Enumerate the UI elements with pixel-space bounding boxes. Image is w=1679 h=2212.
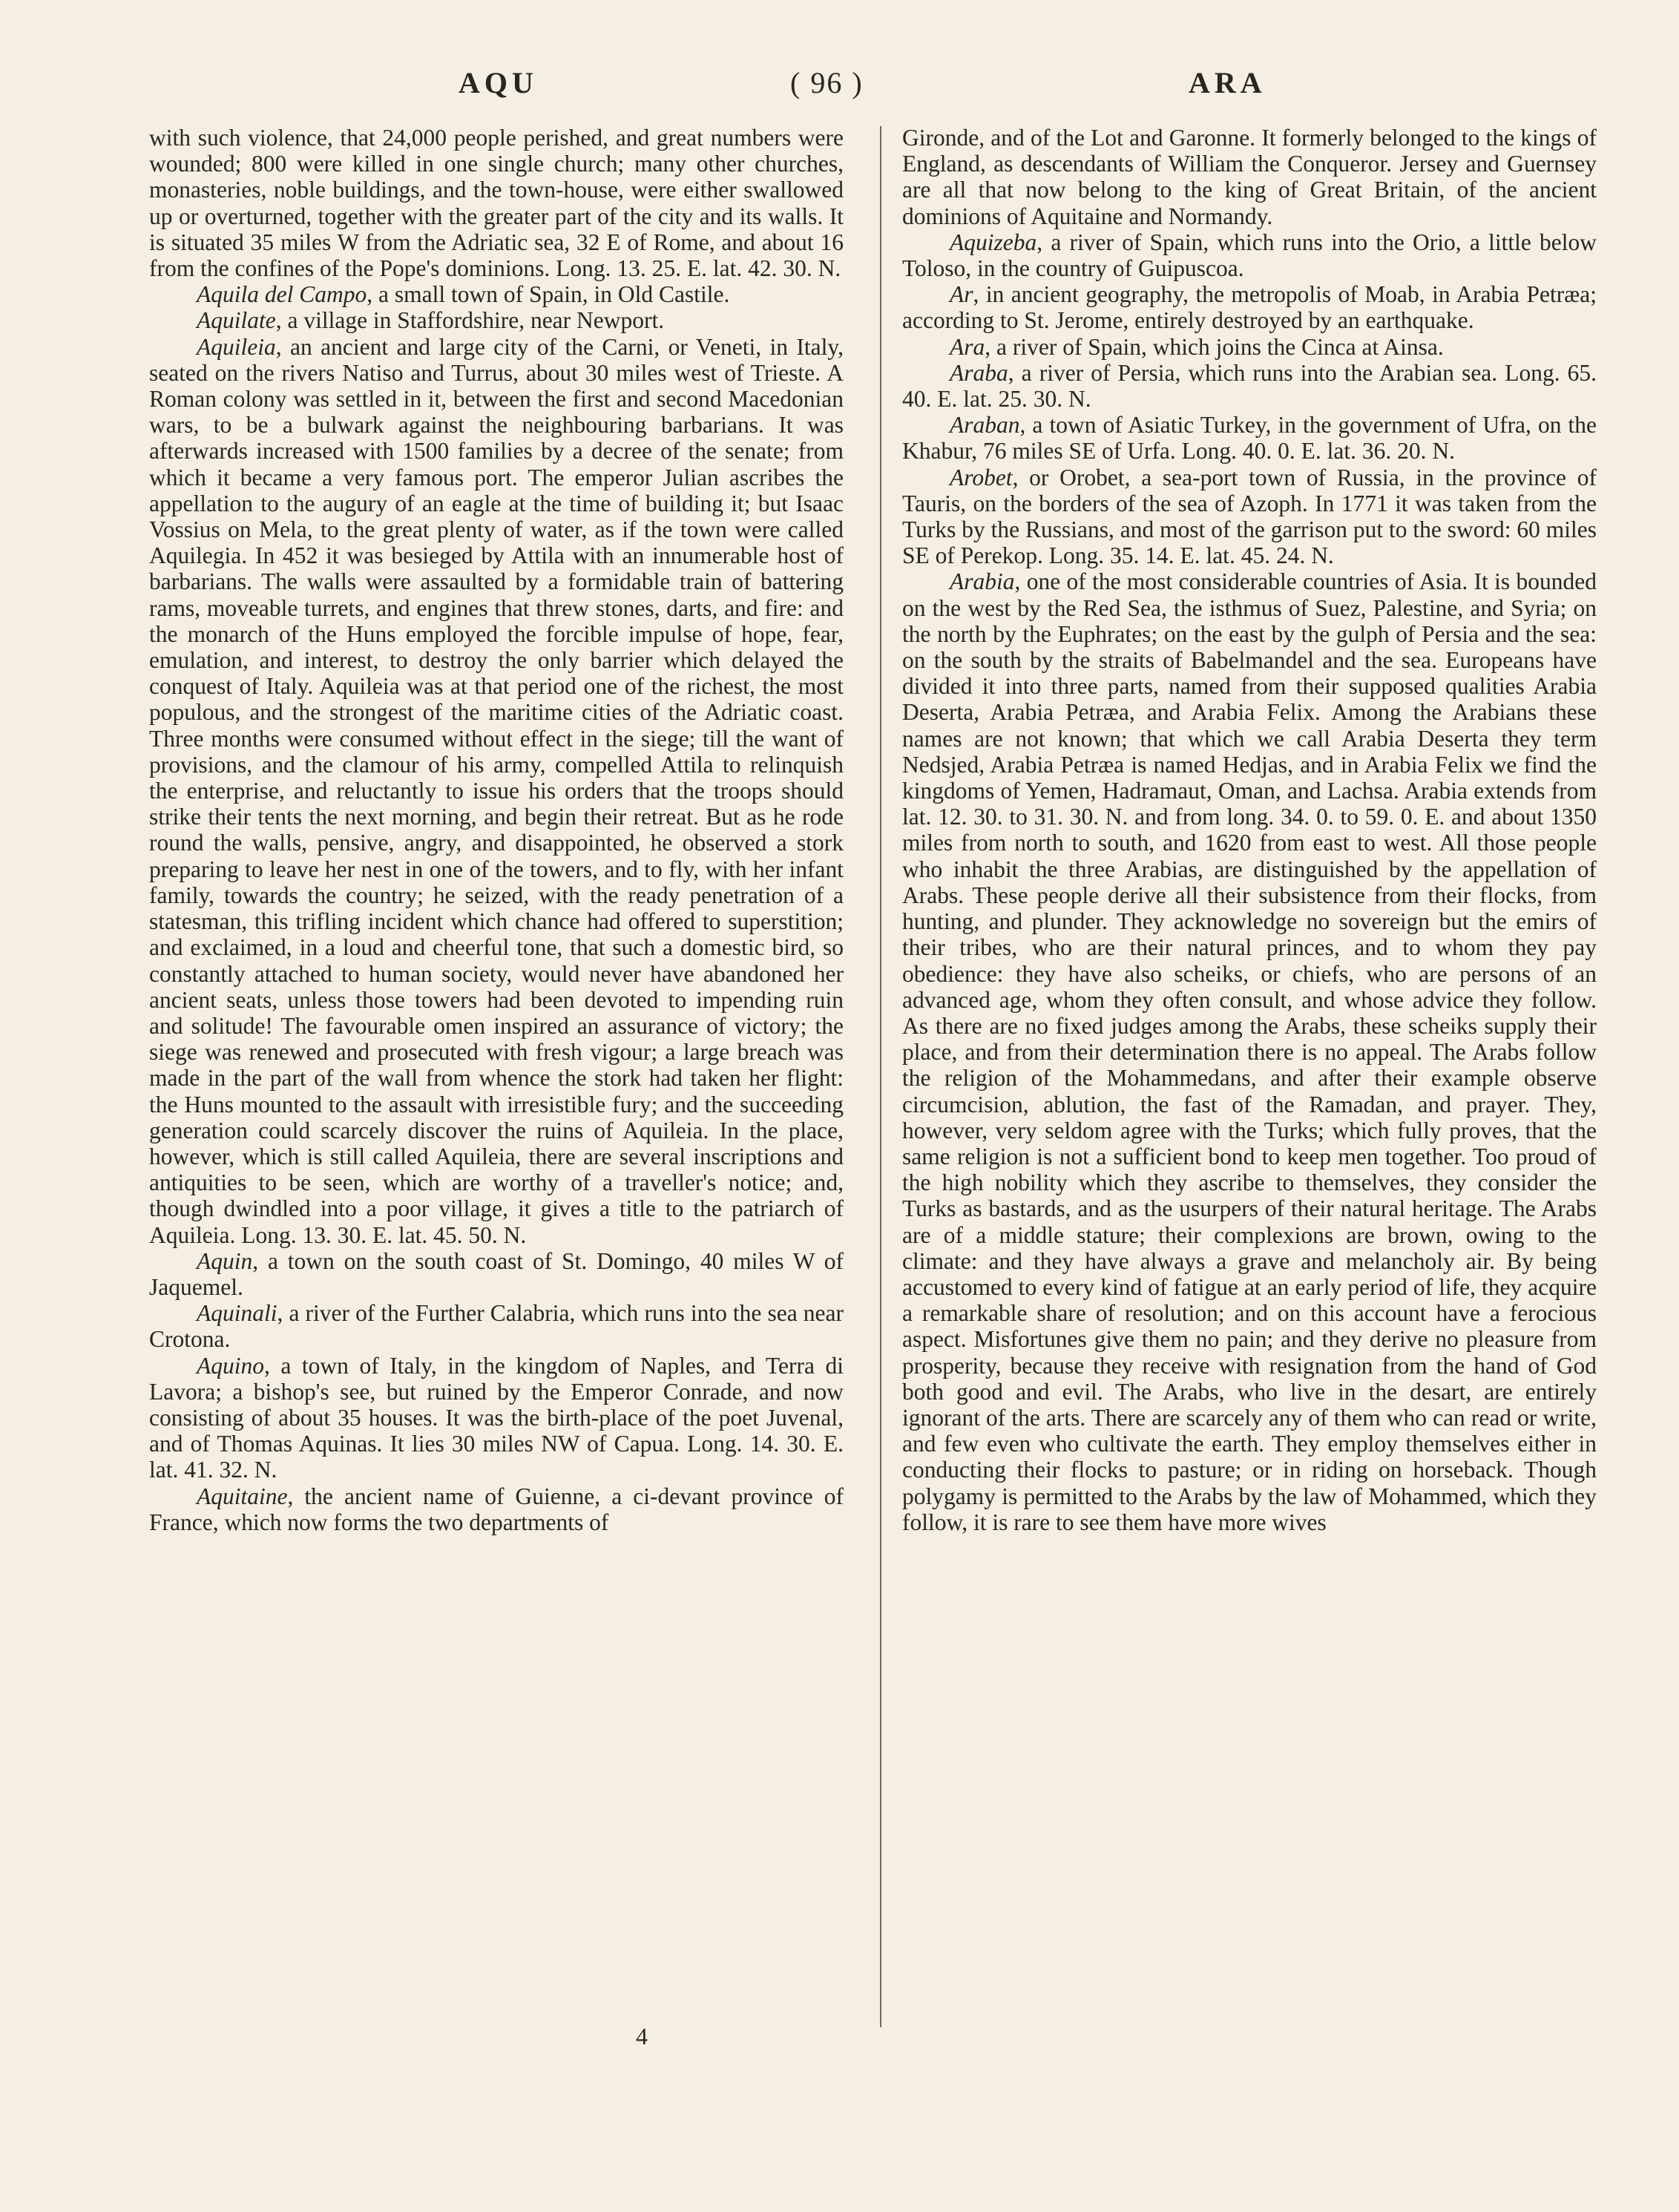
entry-arabia	[902, 568, 1597, 1535]
entry-text: , in ancient geography, the metropolis of Moab, in Arabia Petræa; according to St. Jerome, entirely destroyed by an earthquake.	[902, 281, 1597, 334]
entry-araba	[902, 360, 1597, 412]
entry-araban	[902, 412, 1597, 464]
entry-headword: Aquila del Campo	[197, 281, 367, 308]
entry-headword: Ara	[950, 333, 985, 360]
entry-continuation	[149, 125, 844, 281]
entry-aquizeba	[902, 229, 1597, 281]
entry-text: , a town of Italy, in the kingdom of Naples, and Terra di Lavora; a bishop's see, but ruined by the Emperor Conrade, and now consisting of about 35 houses. It was the birth-place of the poet Juvenal, and of Thomas Aquinas. It lies 30 miles NW of Capua. Long. 14. 30. E. lat. 41. 32. N.	[149, 1352, 844, 1483]
entry-text: , a river of Spain, which joins the Cinca at Ainsa.	[985, 333, 1444, 360]
entry-text: , a river of Persia, which runs into the Arabian sea. Long. 65. 40. E. lat. 25. 30. N.	[902, 359, 1597, 413]
entry-text: , a town of Asiatic Turkey, in the government of Ufra, on the Khabur, 76 miles SE of Urfa. Long. 40. 0. E. lat. 36. 20. N.	[902, 412, 1597, 465]
header-right-guideword: ARA	[1189, 66, 1266, 99]
signature-mark: 4	[636, 2023, 648, 2049]
entry-headword: Aquinali	[197, 1300, 277, 1327]
entry-headword: Araban	[950, 412, 1020, 439]
entry-text: , a river of the Further Calabria, which runs into the sea near Crotona.	[149, 1300, 844, 1353]
entry-text: , a small town of Spain, in Old Castile.	[367, 281, 730, 308]
entry-text: , or Orobet, a sea-port town of Russia, in the province of Tauris, on the borders of the sea of Azoph. In 1771 it was taken from the Turks by the Russians, and most of the garrison put to the sword: 60 miles SE of Perekop. Long. 35. 14. E. lat. 45. 24. N.	[902, 464, 1597, 569]
entry-aquinali	[149, 1300, 844, 1352]
running-header	[89, 65, 1603, 110]
entry-headword: Aquitaine	[197, 1483, 288, 1509]
entry-headword: Aquino	[197, 1352, 264, 1379]
entry-aquilate	[149, 307, 844, 333]
entry-headword: Aquin	[197, 1247, 253, 1274]
entry-continuation	[902, 125, 1597, 229]
entry-aquin	[149, 1248, 844, 1300]
entry-headword: Araba	[950, 359, 1008, 386]
entry-aquino	[149, 1353, 844, 1483]
header-left-guideword: AQU	[459, 66, 538, 99]
left-column	[149, 125, 844, 1535]
entry-ar	[902, 281, 1597, 333]
right-column	[902, 125, 1597, 1535]
entry-arobet	[902, 465, 1597, 569]
entry-headword: Aquizeba	[950, 229, 1037, 255]
entry-aquitaine	[149, 1483, 844, 1535]
entry-text: , a river of Spain, which runs into the Orio, a little below Toloso, in the country of Guipuscoa.	[902, 229, 1597, 282]
entry-headword: Ar	[950, 281, 973, 308]
entry-headword: Arabia	[950, 568, 1015, 595]
entry-text: , the ancient name of Guienne, a ci-devant province of France, which now forms the two departments of	[149, 1483, 844, 1535]
entry-text: with such violence, that 24,000 people perished, and great numbers were wounded; 800 were killed in one single church; many other churches, monasteries, noble buildings, and the town-house, were either swallowed up or overturned, together with the greater part of the city and its walls. It is situated 35 miles W from the Adriatic sea, 32 E of Rome, and about 16 from the confines of the Pope's dominions. Long. 13. 25. E. lat. 42. 30. N.	[149, 125, 844, 282]
entry-text: , a village in Staffordshire, near Newport.	[275, 307, 665, 334]
entry-text: Gironde, and of the Lot and Garonne. It formerly belonged to the kings of England, as descendants of William the Conqueror. Jersey and Guernsey are all that now belong to the king of Great Britain, of the ancient dominions of Aquitaine and Normandy.	[902, 125, 1597, 229]
page-number: ( 96 )	[790, 66, 864, 99]
entry-text: , an ancient and large city of the Carni, or Veneti, in Italy, seated on the rivers Natiso and Turrus, about 30 miles west of Trieste. A Roman colony was settled in it, between the first and second Macedonian wars, to be a bulwark against the neighbouring barbarians. It was afterwards increased with 1500 families by a decree of the senate; from which it became a very famous port. The emperor Julian ascribes the appellation to the augury of an eagle at the time of building it; but Isaac Vossius on Mela, to the great plenty of water, as if the town were called Aquilegia. In 452 it was besieged by Attila with an innumerable host of barbarians. The walls were assaulted by a formidable train of battering rams, moveable turrets, and engines that threw stones, darts, and fire: and the monarch of the Huns employed the forcible impulse of hope, fear, emulation, and interest, to destroy the only barrier which delayed the conquest of Italy. Aquileia was at that period one of the richest, the most populous, and the strongest of the maritime cities of the Adriatic coast. Three months were consumed without effect in the siege; till the want of provisions, and the clamour of his army, compelled Attila to relinquish the enterprise, and reluctantly to issue his orders that the troops should strike their tents the next morning, and begin their retreat. But as he rode round the walls, pensive, angry, and disappointed, he observed a stork preparing to leave her nest in one of the towers, and to fly, with her infant family, towards the country; he seized, with the ready penetration of a statesman, this trifling incident which chance had offered to superstition; and exclaimed, in a loud and cheerful tone, that such a domestic bird, so constantly attached to human society, would never have abandoned her ancient seats, unless those towers had been devoted to impending ruin and solitude! The favourable omen inspired an assurance of victory; the siege was renewed and prosecuted with fresh vigour; a large breach was made in the part of the wall from whence the stork had taken her flight: the Huns mounted to the assault with irresistible fury; and the succeeding generation could scarcely discover the ruins of Aquileia. In the place, however, which is still called Aquileia, there are several inscriptions and antiquities to be seen, which are worthy of a traveller's notice; and, though dwindled into a poor village, it gives a title to the patriarch of Aquileia. Long. 13. 30. E. lat. 45. 50. N.	[149, 333, 844, 1248]
column-divider	[880, 126, 881, 2027]
entry-text: , a town on the south coast of St. Domingo, 40 miles W of Jaquemel.	[149, 1247, 844, 1300]
entry-headword: Arobet	[950, 464, 1013, 490]
entry-headword: Aquilate	[197, 307, 276, 334]
entry-ara	[902, 334, 1597, 360]
entry-aquila-del-campo	[149, 281, 844, 307]
entry-headword: Aquileia	[197, 333, 276, 360]
entry-text: , one of the most considerable countries of Asia. It is bounded on the west by the Red Sea, the isthmus of Suez, Palestine, and Syria; on the north by the Euphrates; on the east by the gulph of Persia and the sea: on the south by the straits of Babelmandel and the sea. Europeans have divided it into three parts, named from their supposed qualities Arabia Deserta, Arabia Petræa, and Arabia Felix. Among the Arabians these names are not known; that which we call Arabia Deserta they term Nedsjed, Arabia Petræa is named Hedjas, and in Arabia Felix we find the kingdoms of Yemen, Hadramaut, Oman, and Lachsa. Arabia extends from lat. 12. 30. to 31. 30. N. and from long. 34. 0. to 59. 0. E. and about 1350 miles from north to south, and 1620 from east to west. All those people who inhabit the three Arabias, are distinguished by the appellation of Arabs. These people derive all their subsistence from their flocks, from hunting, and plunder. They acknowledge no sovereign but the emirs of their tribes, who are their natural princes, and to whom they pay obedience: they have also scheiks, or chiefs, who are persons of an advanced age, whom they often consult, and whose advice they follow. As there are no fixed judges among the Arabs, these scheiks supply their place, and from their determination there is no appeal. The Arabs follow the religion of the Mohammedans, and after their example observe circumcision, ablution, the fast of the Ramadan, and prayer. They, however, very seldom agree with the Turks; which fully proves, that the same religion is not a sufficient bond to keep men together. Too proud of the high nobility which they ascribe to themselves, they consider the Turks as bastards, and as the usurpers of their natural heritage. The Arabs are of a middle stature; their complexions are brown, owing to the climate: and they have always a grave and melancholy air. By being accustomed to every kind of fatigue at an early period of life, they acquire a remarkable share of resolution; and on this account have a ferocious aspect. Misfortunes give them no pain; and they derive no pleasure from prosperity, because they receive with resignation from the hand of God both good and evil. The Arabs, who live in the desart, are entirely ignorant of the arts. There are scarcely any of them who can read or write, and few even who cultivate the earth. They employ themselves either in conducting their flocks to pasture; or in riding on horseback. Though polygamy is permitted to the Arabs by the law of Mohammed, which they follow, it is rare to see them have more wives	[902, 568, 1597, 1535]
entry-aquileia	[149, 334, 844, 1248]
